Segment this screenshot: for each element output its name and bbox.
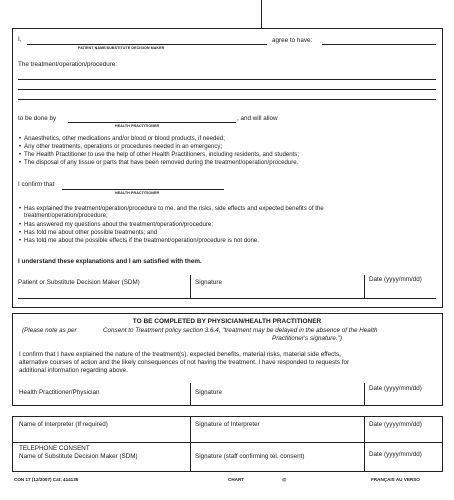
interpreter-signature-label: Signature of Interpreter (195, 421, 260, 428)
treatment-line-3[interactable] (18, 99, 436, 100)
francais-au-verso: FRANÇAIS AU VERSO (371, 477, 420, 482)
practitioner-physician-label: Health Practitioner/Physician (19, 389, 100, 396)
agree-field[interactable] (322, 44, 436, 45)
footer-symbol: @ (282, 477, 287, 482)
date-divider (364, 275, 365, 298)
confirm-item-continuation: treatment/operation/procedure; (24, 212, 108, 219)
confirm-item: • Has told me about the possible effects if the treatment/operation/procedure is not done. (24, 237, 259, 245)
patient-signature-label: Signature (195, 279, 222, 286)
line-i-label: I, (18, 36, 22, 43)
physician-heading: TO BE COMPLETED BY PHYSICIAN/HEALTH PRACTITIONER (132, 318, 322, 325)
patient-sdm-label: Patient or Substitute Decision Maker (SDM) (18, 279, 140, 286)
allow-item: • The disposal of any tissue or parts that have been removed during the treatment/operation/procedure. (24, 159, 298, 167)
confirm-item: • Has told me about other possible treatments; and (24, 229, 157, 237)
treatment-line-1[interactable] (18, 79, 436, 80)
sig-divider (190, 275, 191, 298)
date-divider (364, 416, 365, 472)
physician-statement-line: alternative courses of action and the likely consequences of not having the treatment. I have responded to requests for (19, 359, 350, 366)
patient-date-label: Date (yyyy/mm/dd) (369, 276, 422, 283)
i-confirm-that-label: I confirm that (18, 181, 55, 188)
top-connector-line (261, 0, 262, 28)
practitioner-name-field[interactable] (68, 122, 236, 123)
note-lead: (Please note as per (22, 327, 77, 334)
sig-divider (190, 416, 191, 472)
note-line-1: Consent to Treatment policy section 3.6.4, "treatment may be delayed in the absence of the Health (103, 327, 378, 334)
patient-name-caption: PATIENT NAME/SUBSTITUTE DECISION MAKER (78, 46, 165, 50)
physician-signature-label: Signature (195, 389, 222, 396)
sig-divider (190, 383, 191, 406)
telephone-consent-heading: TELEPHONE CONSENT (19, 445, 90, 452)
interpreter-name-label: Name of Interpreter (If required) (19, 421, 108, 428)
chart-label: CHART (228, 477, 245, 482)
physician-statement-line: I confirm that I have explained the nature of the treatment(s), expected benefits, material risks, material side effects, (19, 351, 341, 358)
and-will-allow-label: , and will allow (237, 115, 278, 122)
staff-signature-label: Signature (staff confirming tel. consent) (195, 453, 305, 460)
patient-name-field[interactable] (27, 44, 267, 45)
interpreter-row-divider (12, 442, 443, 443)
treatment-label: The treatment/operation/procedure: (18, 61, 118, 68)
date-divider (364, 383, 365, 406)
consent-section-box (12, 28, 443, 308)
telephone-date-label: Date (yyyy/mm/dd) (369, 451, 422, 458)
sdm-name-label: Name of Substitute Decision Maker (SDM) (19, 453, 138, 460)
treatment-line-2[interactable] (18, 89, 436, 90)
note-line-2: Practitioner's signature.") (272, 335, 342, 342)
physician-date-label: Date (yyyy/mm/dd) (369, 385, 422, 392)
physician-statement-line: additional information regarding above. (19, 367, 128, 374)
practitioner-caption-2: HEALTH PRACTITIONER (115, 191, 160, 195)
agree-to-have-label: agree to have: (272, 37, 313, 44)
interpreter-date-label: Date (yyyy/mm/dd) (369, 421, 422, 428)
allow-item: • The Health Practitioner to use the help of other Health Practitioners, including residents, and students; (24, 151, 299, 159)
confirm-item: • Has answered my questions about the treatment/operation/procedure; (24, 221, 213, 229)
understand-statement: I understand these explanations and I am satisfied with them. (18, 258, 202, 265)
to-be-done-by-label: to be done by (18, 115, 57, 122)
practitioner-caption-1: HEALTH PRACTITIONER (115, 124, 160, 128)
allow-item: • Any other treatments, operations or procedures needed in an emergency; (24, 143, 222, 151)
form-code: CON 17 (12/2007) Cat: 414135 (14, 477, 79, 482)
confirm-practitioner-field[interactable] (62, 189, 224, 190)
confirm-item: • Has explained the treatment/operation/procedure to me, and the risks, side effects and expected benefits of the (24, 205, 324, 213)
allow-item: • Anaesthetics, other medications and/or blood or blood products, if needed; (24, 135, 225, 143)
patient-signature-line[interactable] (18, 298, 436, 299)
